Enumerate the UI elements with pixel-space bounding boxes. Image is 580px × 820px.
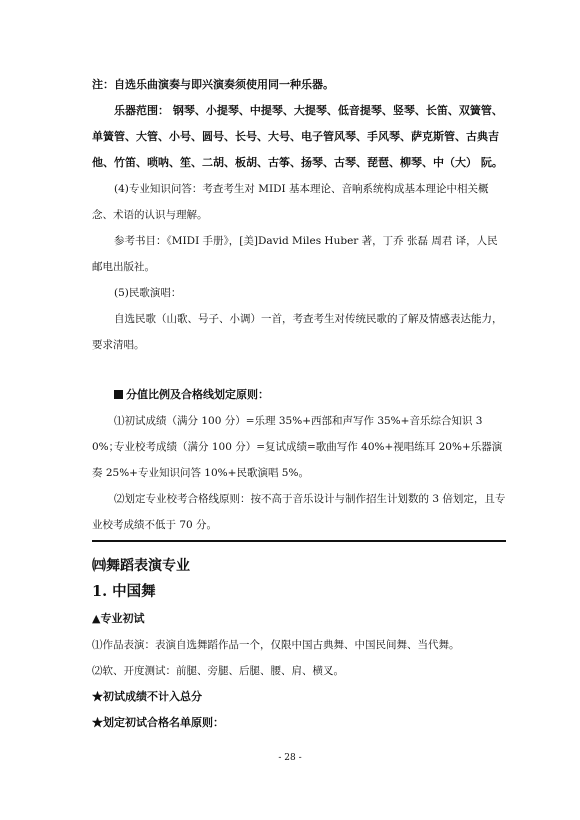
score3-paragraph: ⑵划定专业校考合格线原则：按不高于音乐设计与制作招生计划数的 3 倍划定，且专业校考成绩不低于 70 分。 <box>92 493 506 531</box>
instruments-paragraph <box>92 98 506 176</box>
section-divider <box>92 540 506 542</box>
reference-paragraph: 参考书目：《MIDI 手册》，[美]David Miles Huber 著，丁乔 张磊 周君 译，人民邮电出版社。 <box>92 235 498 273</box>
item5-paragraph: (5)民歌演唱： <box>114 287 182 299</box>
item4-paragraph: (4)专业知识问答：考查考生对 MIDI 基本理论、音响系统构成基本理论中相关概念、术语的认识与理解。 <box>92 183 489 221</box>
score-heading-text: 分值比例及合格线划定原则： <box>126 388 269 401</box>
prelim-heading: ▲专业初试 <box>92 612 145 625</box>
score-heading <box>114 382 506 408</box>
subsection-title: 1. 中国舞 <box>92 583 156 600</box>
page-number: - 28 - <box>278 753 302 763</box>
prelim2-paragraph: ⑵软、开度测试：前腿、旁腿、后腿、腰、肩、横叉。 <box>92 665 344 677</box>
star2-paragraph: ★划定初试合格名单原则： <box>92 716 224 729</box>
star1-paragraph: ★初试成绩不计入总分 <box>92 690 202 703</box>
folk-paragraph: 自选民歌（山歌、号子、小调）一首，考查考生对传统民歌的了解及情感表达能力，要求清唱。 <box>92 313 503 351</box>
score2-paragraph: 专业校考成绩（满分 100 分）=复试成绩=歌曲写作 40%+视唱练耳 20%+乐器演奏 25%+专业知识问答 10%+民歌演唱 5%。 <box>92 441 503 479</box>
section-title: ㈣舞蹈表演专业 <box>92 558 190 574</box>
score1-paragraph: ⑴初试成绩（满分 100 分）=乐理 35%+西部和声写作 35%+音乐综合知识 30%； <box>92 415 483 453</box>
note-paragraph: 注：自选乐曲演奏与即兴演奏须使用同一种乐器。 <box>92 78 334 91</box>
instruments-text: 乐器范围： 钢琴、小提琴、中提琴、大提琴、低音提琴、竖琴、长笛、双簧管、单簧管、大管、小号、圆号、长号、大号、电子管风琴、手风琴、萨克斯管、古典吉他、竹笛、唢呐、笙、二胡、板胡、古筝、扬琴、古琴、琵琶、柳琴、中（大） 阮。 <box>92 104 503 169</box>
prelim1-paragraph: ⑴作品表演：表演自选舞蹈作品一个，仅限中国古典舞、中国民间舞、当代舞。 <box>92 639 460 651</box>
square-bullet-icon <box>114 390 123 399</box>
